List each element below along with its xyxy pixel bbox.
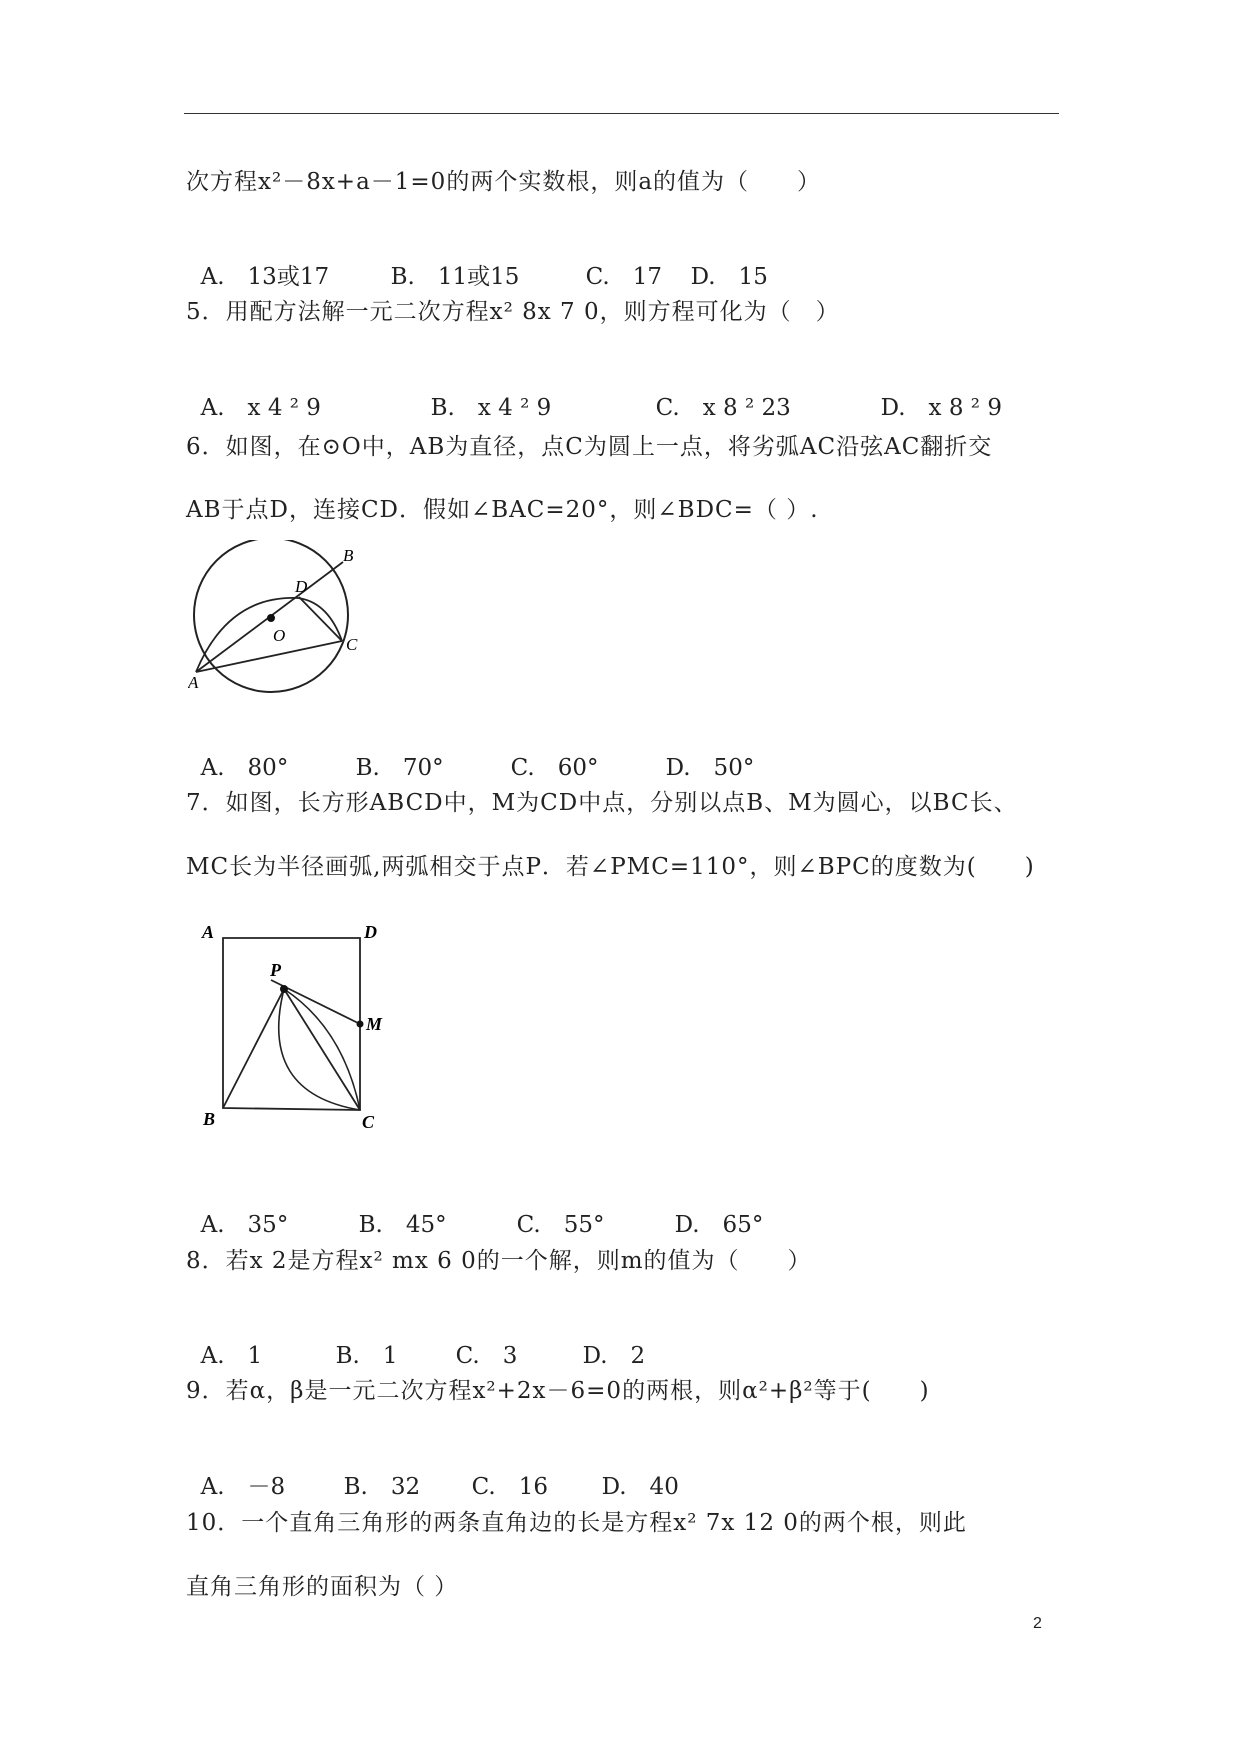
q4-option-a: A. 13或17 (200, 264, 330, 290)
q6-figure (188, 540, 378, 700)
q5-option-d: D. x 8 ² 9 (880, 395, 1002, 421)
q8-text: 8．若x 2是方程x² mx 6 0的一个解，则m的值为（ ） (186, 1248, 812, 1274)
q9-option-d: D. 40 (601, 1474, 679, 1500)
q7-rectangle (223, 938, 360, 1110)
q7-figure (198, 918, 398, 1133)
q7-label-d: D (364, 922, 377, 942)
q7-option-d: D. 65° (674, 1212, 764, 1238)
q5-option-c: C. x 8 ² 23 (655, 395, 791, 421)
q6-options (186, 723, 754, 783)
q8-option-c: C. 3 (455, 1343, 518, 1369)
page-number: 2 (1033, 1615, 1042, 1632)
q7-point-m (357, 1021, 364, 1028)
q9-options (186, 1442, 679, 1502)
q6-label-d: D (295, 577, 308, 596)
q6-option-c: C. 60° (510, 755, 599, 781)
q7-point-p (280, 985, 288, 993)
q4-options (186, 232, 768, 292)
q9-option-c: C. 16 (471, 1474, 548, 1500)
q9-option-a: A. －8 (200, 1474, 286, 1500)
q7-line1: 7．如图，长方形ABCD中，M为CD中点，分别以点B、M为圆心，以BC长、 (186, 790, 1018, 816)
q6-folded-arc (196, 598, 342, 672)
q6-label-a: A (188, 673, 199, 692)
q10-line1: 10．一个直角三角形的两条直角边的长是方程x² 7x 12 0的两个根，则此 (186, 1510, 967, 1536)
q8-option-b: B. 1 (335, 1343, 398, 1369)
q6-label-c: C (346, 635, 358, 654)
q7-label-m: M (366, 1014, 383, 1034)
q10-line2: 直角三角形的面积为（ ） (186, 1574, 459, 1600)
q4-option-b: B. 11或15 (390, 264, 520, 290)
q7-label-c: C (362, 1112, 375, 1132)
q7-label-a: A (202, 922, 215, 942)
q6-line2: AB于点D，连接CD．假如∠BAC=20°，则∠BDC=（ ）. (186, 497, 819, 523)
q8-option-d: D. 2 (582, 1343, 646, 1369)
q5-option-b: B. x 4 ² 9 (430, 395, 552, 421)
q7-options (186, 1180, 763, 1240)
q6-center-point (267, 614, 275, 622)
q9-text: 9．若α，β是一元二次方程x²+2x－6=0的两根，则α²+β²等于( ) (186, 1378, 930, 1404)
q6-segment-cd (299, 597, 342, 641)
q6-option-a: A. 80° (200, 755, 289, 781)
q6-label-b: B (343, 546, 354, 565)
q5-options (186, 363, 1002, 423)
q4-text: 次方程x²－8x+a－1=0的两个实数根，则a的值为（ ） (186, 169, 822, 195)
q9-option-b: B. 32 (343, 1474, 421, 1500)
q7-option-b: B. 45° (358, 1212, 447, 1238)
q7-segment-pc (284, 989, 360, 1110)
q8-options (186, 1311, 645, 1371)
q4-option-d: D. 15 (690, 264, 768, 290)
q7-label-p: P (270, 960, 281, 980)
q5-option-a: A. x 4 ² 9 (200, 395, 321, 421)
q4-option-c: C. 17 (585, 264, 662, 290)
header-rule (184, 113, 1059, 114)
q7-option-c: C. 55° (516, 1212, 605, 1238)
q7-line2: MC长为半径画弧,两弧相交于点P．若∠PMC=110°，则∠BPC的度数为( ) (186, 854, 1035, 880)
q5-text: 5．用配方法解一元二次方程x² 8x 7 0，则方程可化为（ ） (186, 299, 840, 325)
q7-option-a: A. 35° (200, 1212, 289, 1238)
q6-option-b: B. 70° (355, 755, 444, 781)
q6-option-d: D. 50° (665, 755, 755, 781)
q6-label-o: O (273, 626, 286, 645)
q7-segment-bp (223, 989, 284, 1108)
q7-label-b: B (203, 1109, 216, 1129)
q8-option-a: A. 1 (200, 1343, 263, 1369)
q6-line1: 6．如图，在⊙O中，AB为直径，点C为圆上一点，将劣弧AC沿弦AC翻折交 (186, 434, 993, 460)
